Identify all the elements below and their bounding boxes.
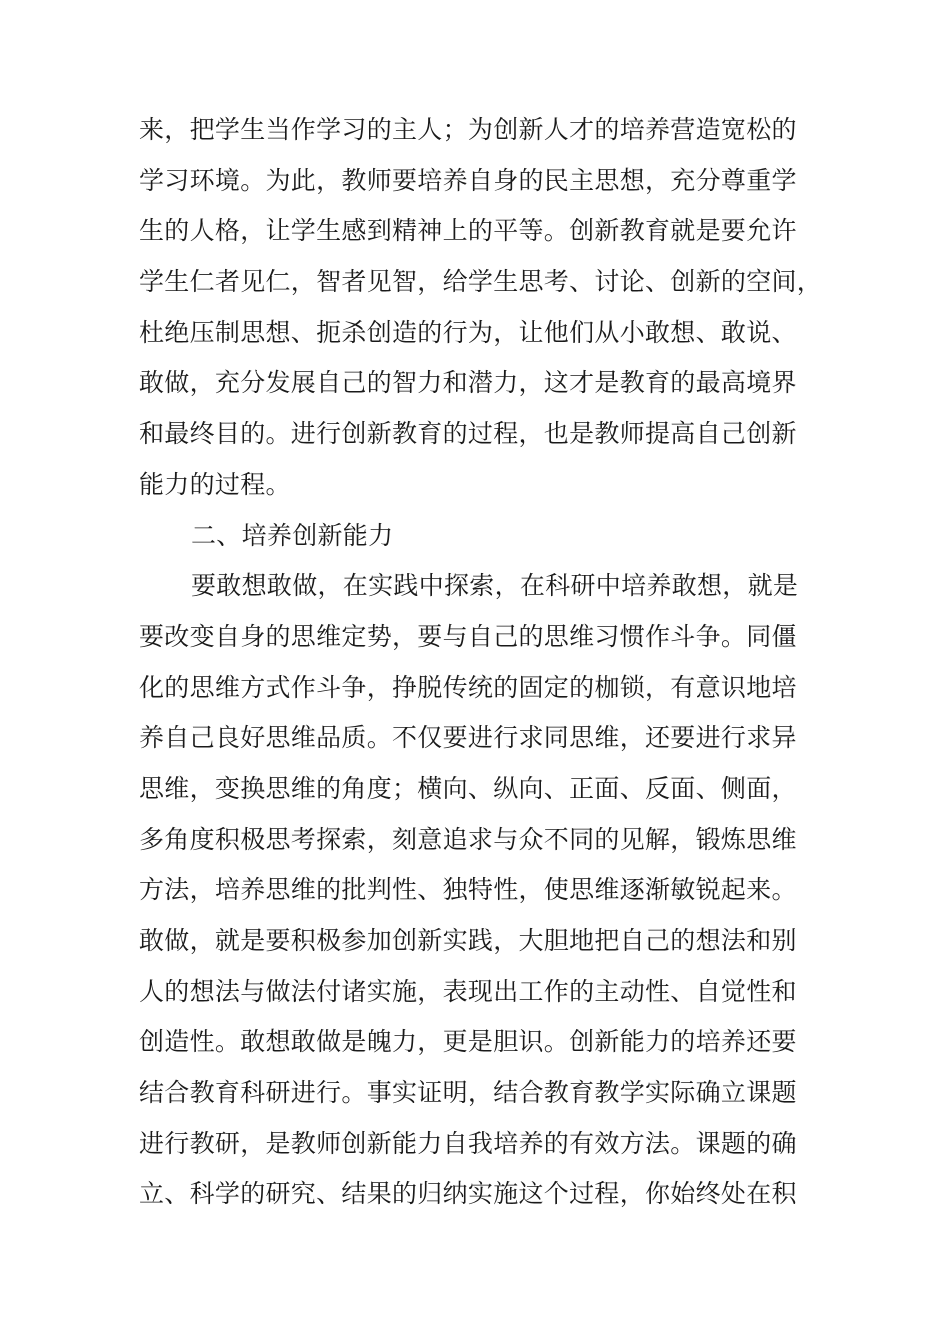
paragraph-line: 人的想法与做法付诸实施，表现出工作的主动性、自觉性和: [139, 976, 797, 1006]
paragraph-line: 方法，培养思维的批判性、独特性，使思维逐渐敏锐起来。: [139, 875, 797, 905]
paragraph-line: 能力的过程。: [139, 469, 291, 499]
paragraph-line: 学生仁者见仁，智者见智，给学生思考、讨论、创新的空间，: [139, 267, 823, 297]
paragraph-first-line: 要敢想敢做，在实践中探索，在科研中培养敢想，就是: [191, 571, 799, 601]
paragraph-line: 敢做，充分发展自己的智力和潜力，这才是教育的最高境界: [139, 368, 797, 398]
paragraph-line: 养自己良好思维品质。不仅要进行求同思维，还要进行求异: [139, 723, 797, 753]
section-heading: 二、培养创新能力: [191, 520, 394, 550]
document-body: [139, 105, 839, 1220]
paragraph-line: 和最终目的。进行创新教育的过程，也是教师提高自己创新: [139, 419, 797, 449]
paragraph-line: 进行教研，是教师创新能力自我培养的有效方法。课题的确: [139, 1128, 797, 1158]
paragraph-line: 多角度积极思考探索，刻意追求与众不同的见解，锻炼思维: [139, 824, 797, 854]
paragraph-line: 创造性。敢想敢做是魄力，更是胆识。创新能力的培养还要: [139, 1027, 797, 1057]
paragraph-line: 思维，变换思维的角度；横向、纵向、正面、反面、侧面，: [139, 773, 797, 803]
paragraph-line: 立、科学的研究、结果的归纳实施这个过程，你始终处在积: [139, 1179, 797, 1209]
paragraph-line: 杜绝压制思想、扼杀创造的行为，让他们从小敢想、敢说、: [139, 317, 797, 347]
paragraph-line: 化的思维方式作斗争，挣脱传统的固定的枷锁，有意识地培: [139, 672, 797, 702]
paragraph-line: 生的人格，让学生感到精神上的平等。创新教育就是要允许: [139, 216, 797, 246]
paragraph-line: 来，把学生当作学习的主人；为创新人才的培养营造宽松的: [139, 115, 797, 144]
paragraph-line: 要改变自身的思维定势，要与自己的思维习惯作斗争。同僵: [139, 621, 797, 651]
paragraph-line: 学习环境。为此，教师要培养自身的民主思想，充分尊重学: [139, 165, 797, 195]
paragraph-line: 结合教育科研进行。事实证明，结合教育教学实际确立课题: [139, 1078, 797, 1108]
paragraph-line: 敢做，就是要积极参加创新实践，大胆地把自己的想法和别: [139, 926, 797, 955]
